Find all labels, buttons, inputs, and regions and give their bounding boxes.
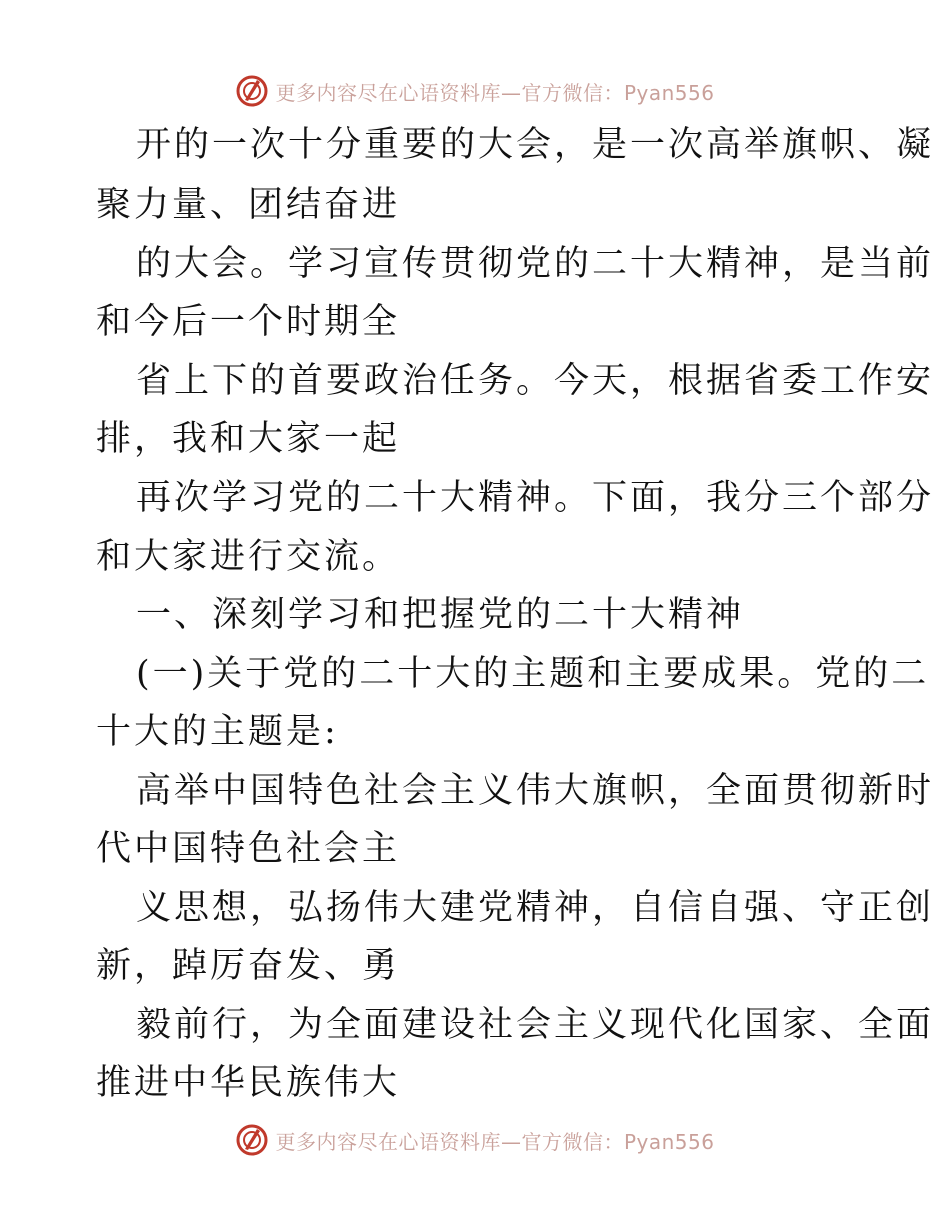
text-line: 的大会。学习宣传贯彻党的二十大精神，是当前: [136, 244, 935, 284]
watermark-text: 更多内容尽在心语资料库—官方微信：Pyan556: [275, 1129, 715, 1154]
text-line: 义思想，弘扬伟大建党精神，自信自强、守正创: [136, 888, 935, 928]
text-line: 推进中华民族伟大: [96, 1063, 401, 1103]
text-line: 新，踔厉奋发、勇: [96, 946, 401, 986]
footer-watermark: [0, 1120, 950, 1160]
text-line: 十大的主题是:: [96, 712, 339, 752]
text-line: 再次学习党的二十大精神。下面，我分三个部分: [136, 478, 935, 518]
pen-logo-icon: [235, 74, 269, 108]
text-line: 高举中国特色社会主义伟大旗帜，全面贯彻新时: [136, 771, 935, 811]
text-line: 开的一次十分重要的大会，是一次高举旗帜、凝: [136, 125, 935, 165]
watermark-text: 更多内容尽在心语资料库—官方微信：Pyan556: [275, 80, 715, 105]
text-line: 和今后一个时期全: [96, 302, 401, 342]
subsection-heading: (一)关于党的二十大的主题和主要成果。党的二: [136, 654, 930, 694]
section-heading: 一、深刻学习和把握党的二十大精神: [136, 595, 745, 635]
pen-logo-icon: [235, 1123, 269, 1157]
text-line: 和大家进行交流。: [96, 537, 401, 577]
header-watermark: [0, 71, 950, 111]
text-line: 省上下的首要政治任务。今天，根据省委工作安: [136, 361, 935, 401]
text-line: 排，我和大家一起: [96, 419, 401, 459]
text-line: 聚力量、团结奋进: [96, 185, 401, 225]
text-line: 毅前行，为全面建设社会主义现代化国家、全面: [136, 1005, 935, 1045]
text-line: 代中国特色社会主: [96, 829, 401, 869]
